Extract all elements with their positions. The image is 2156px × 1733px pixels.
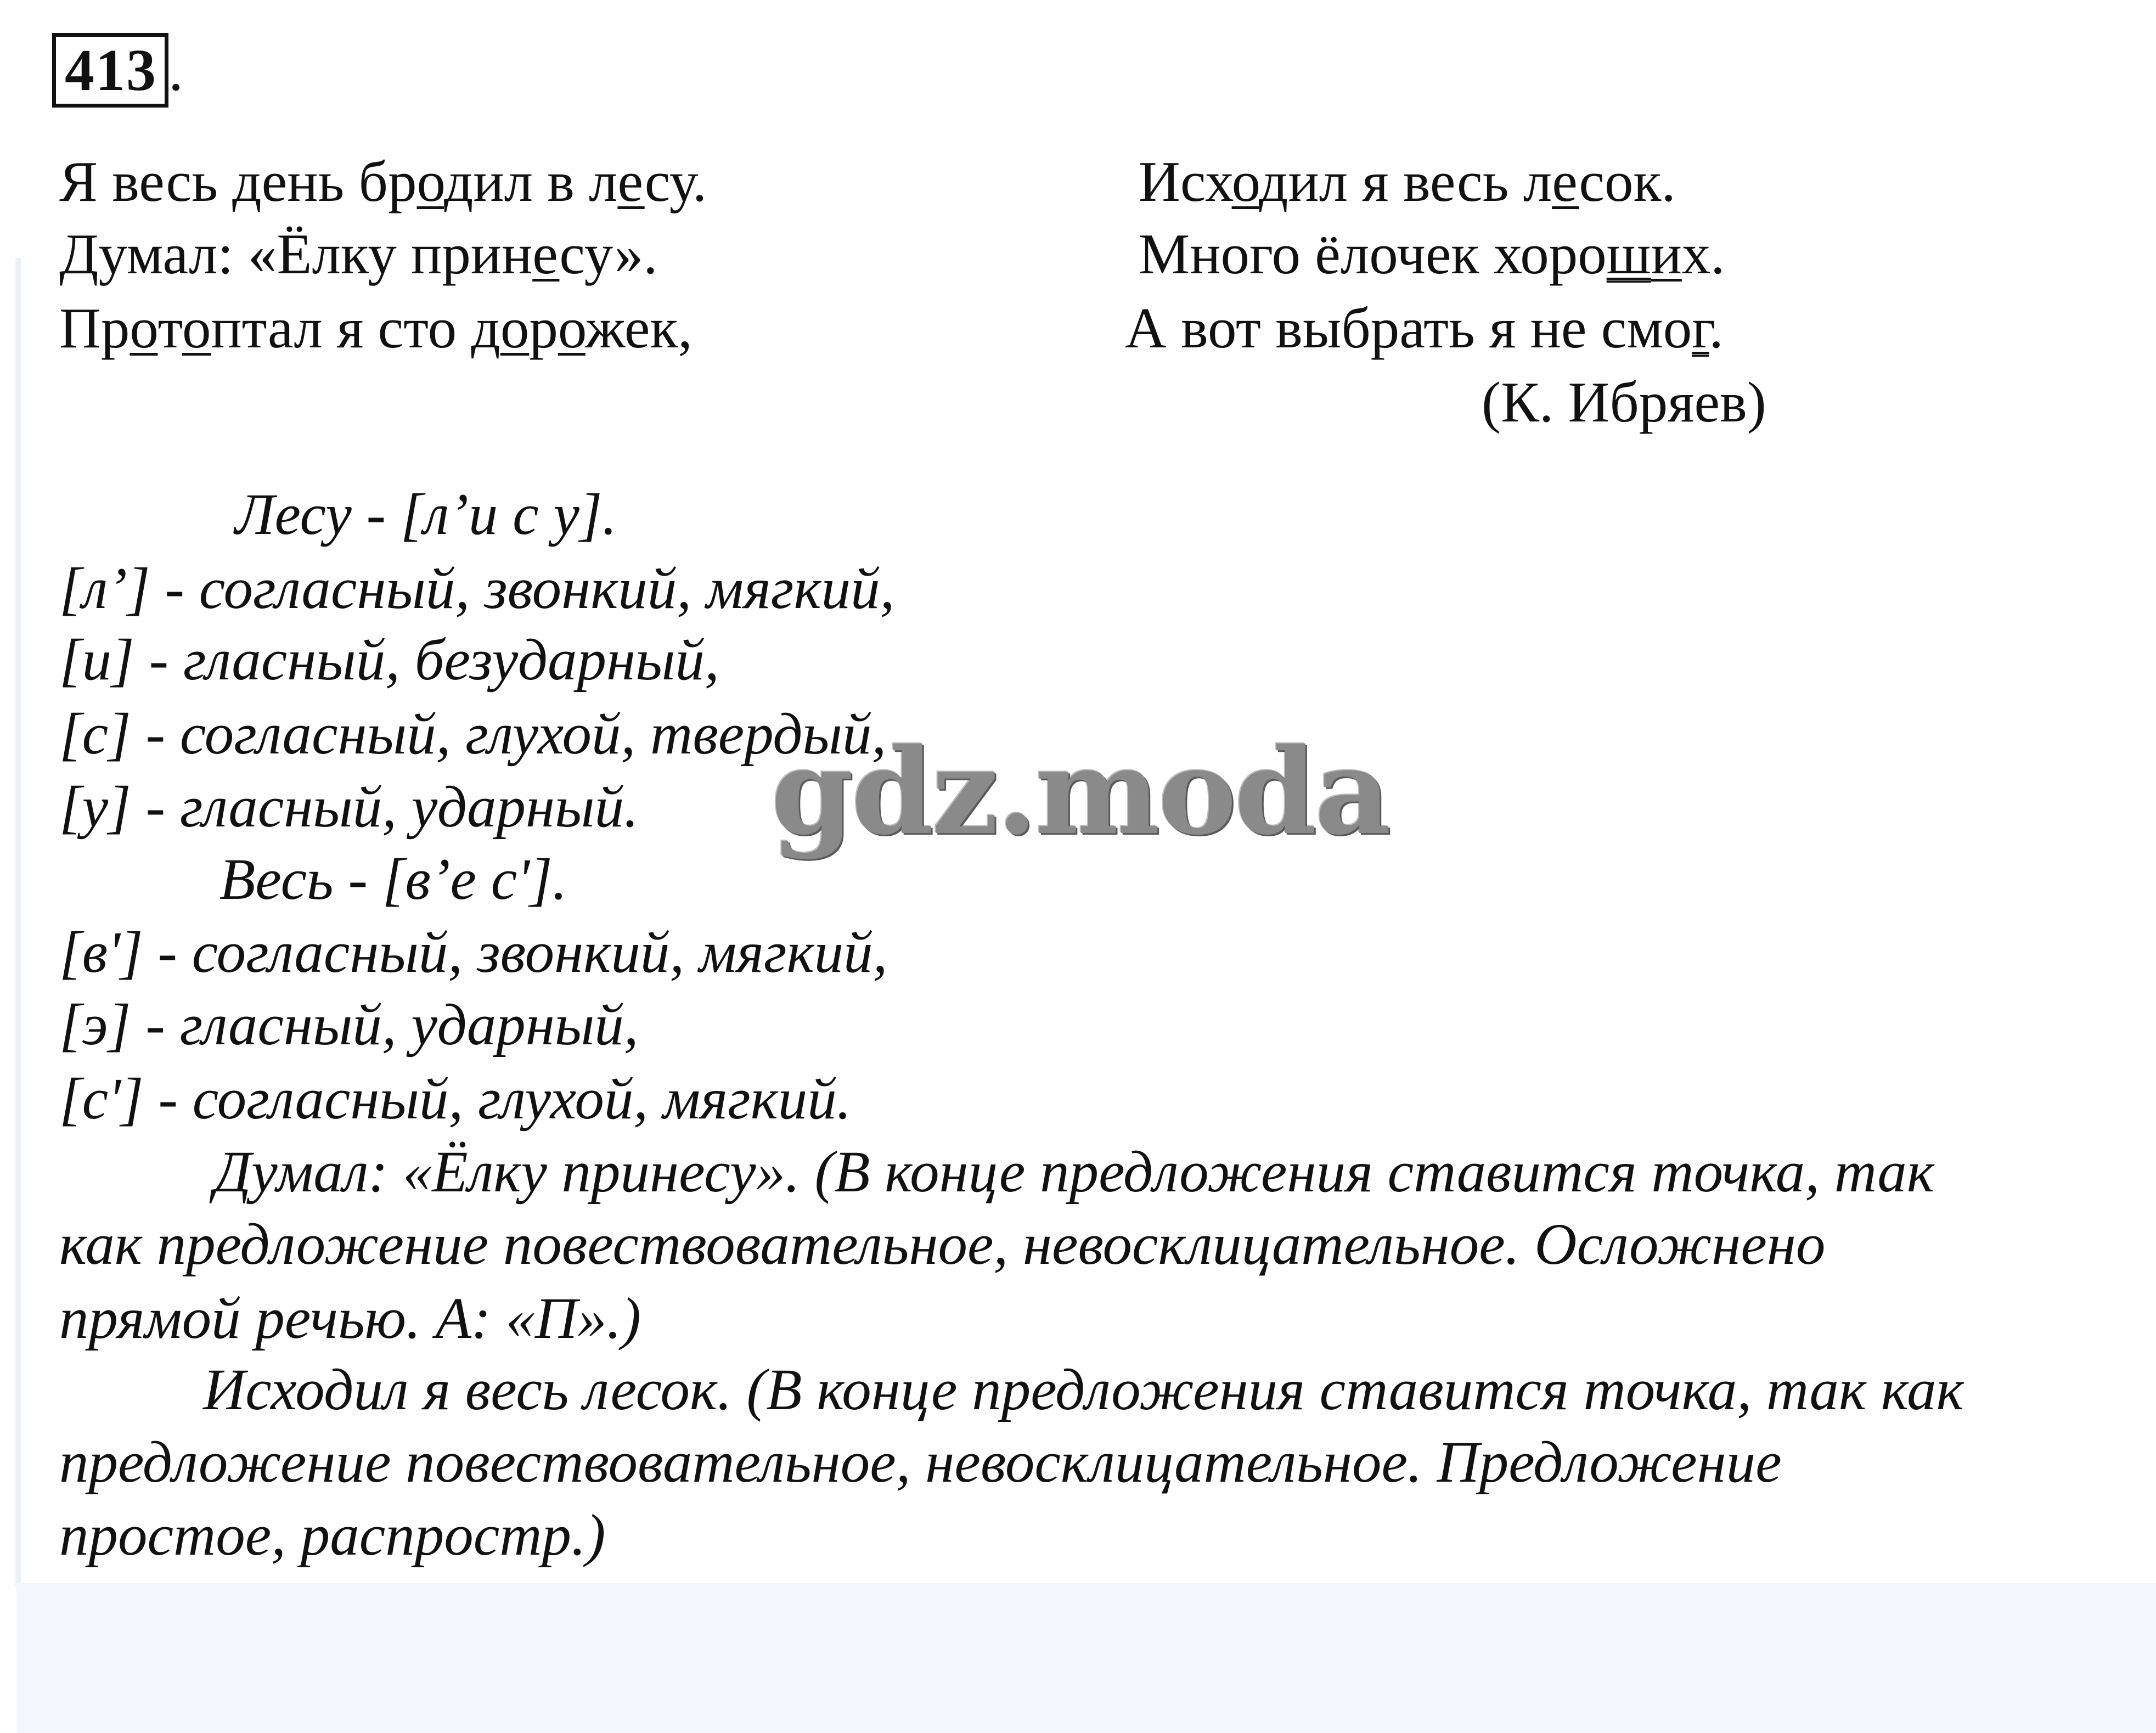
answer-line-3: [и] - гласный, безударный, (59, 628, 719, 693)
left-margin-strip (15, 258, 21, 1586)
answer-line-15: простое, распростр.) (59, 1503, 606, 1568)
bottom-band (16, 1583, 2156, 1733)
answer-line-14: предложение повествовательное, невосклицательное. Предложение (59, 1430, 1782, 1495)
poem-author: (К. Ибряев) (1482, 370, 1766, 434)
task-number (52, 33, 184, 108)
answer-line-8: [э] - гласный, ударный, (59, 993, 639, 1057)
poem-right-line-1: Исходил я весь лесок. (1139, 149, 1676, 213)
poem-left-line-2: Думал: «Ёлку принесу». (59, 222, 658, 286)
poem-left-line-1: Я весь день бродил в лесу. (59, 149, 707, 213)
answer-line-9: [с'] - согласный, глухой, мягкий. (59, 1067, 852, 1132)
answer-line-7: [в'] - согласный, звонкий, мягкий, (59, 920, 888, 985)
poem-left-line-3: Протоптал я сто дорожек, (59, 296, 693, 360)
answer-line-2: [л’] - согласный, звонкий, мягкий, (59, 556, 895, 621)
task-number-box: 413 (52, 33, 168, 108)
answer-line-10: Думал: «Ёлку принесу». (В конце предложения ставится точка, так (214, 1140, 1934, 1205)
answer-line-11: как предложение повествовательное, невосклицательное. Осложнено (59, 1212, 1826, 1277)
poem-right-line-2: Много ёлочек хороших. (1139, 222, 1725, 286)
answer-line-4: [с] - согласный, глухой, твердый, (59, 702, 887, 767)
answer-line-1: Лесу - [л’и с у]. (235, 482, 617, 547)
poem-right-line-3: А вот выбрать я не смог. (1125, 296, 1724, 360)
answer-line-12: прямой речью. А: «П».) (59, 1286, 641, 1351)
answer-line-5: [у] - гласный, ударный. (59, 775, 639, 840)
watermark-logo: gdz.moda (771, 722, 1389, 861)
answer-line-6: Весь - [в’е с']. (219, 847, 567, 912)
answer-line-13: Исходил я весь лесок. (В конце предложения ставится точка, так как (203, 1358, 1964, 1422)
task-number-dot: . (168, 38, 184, 103)
